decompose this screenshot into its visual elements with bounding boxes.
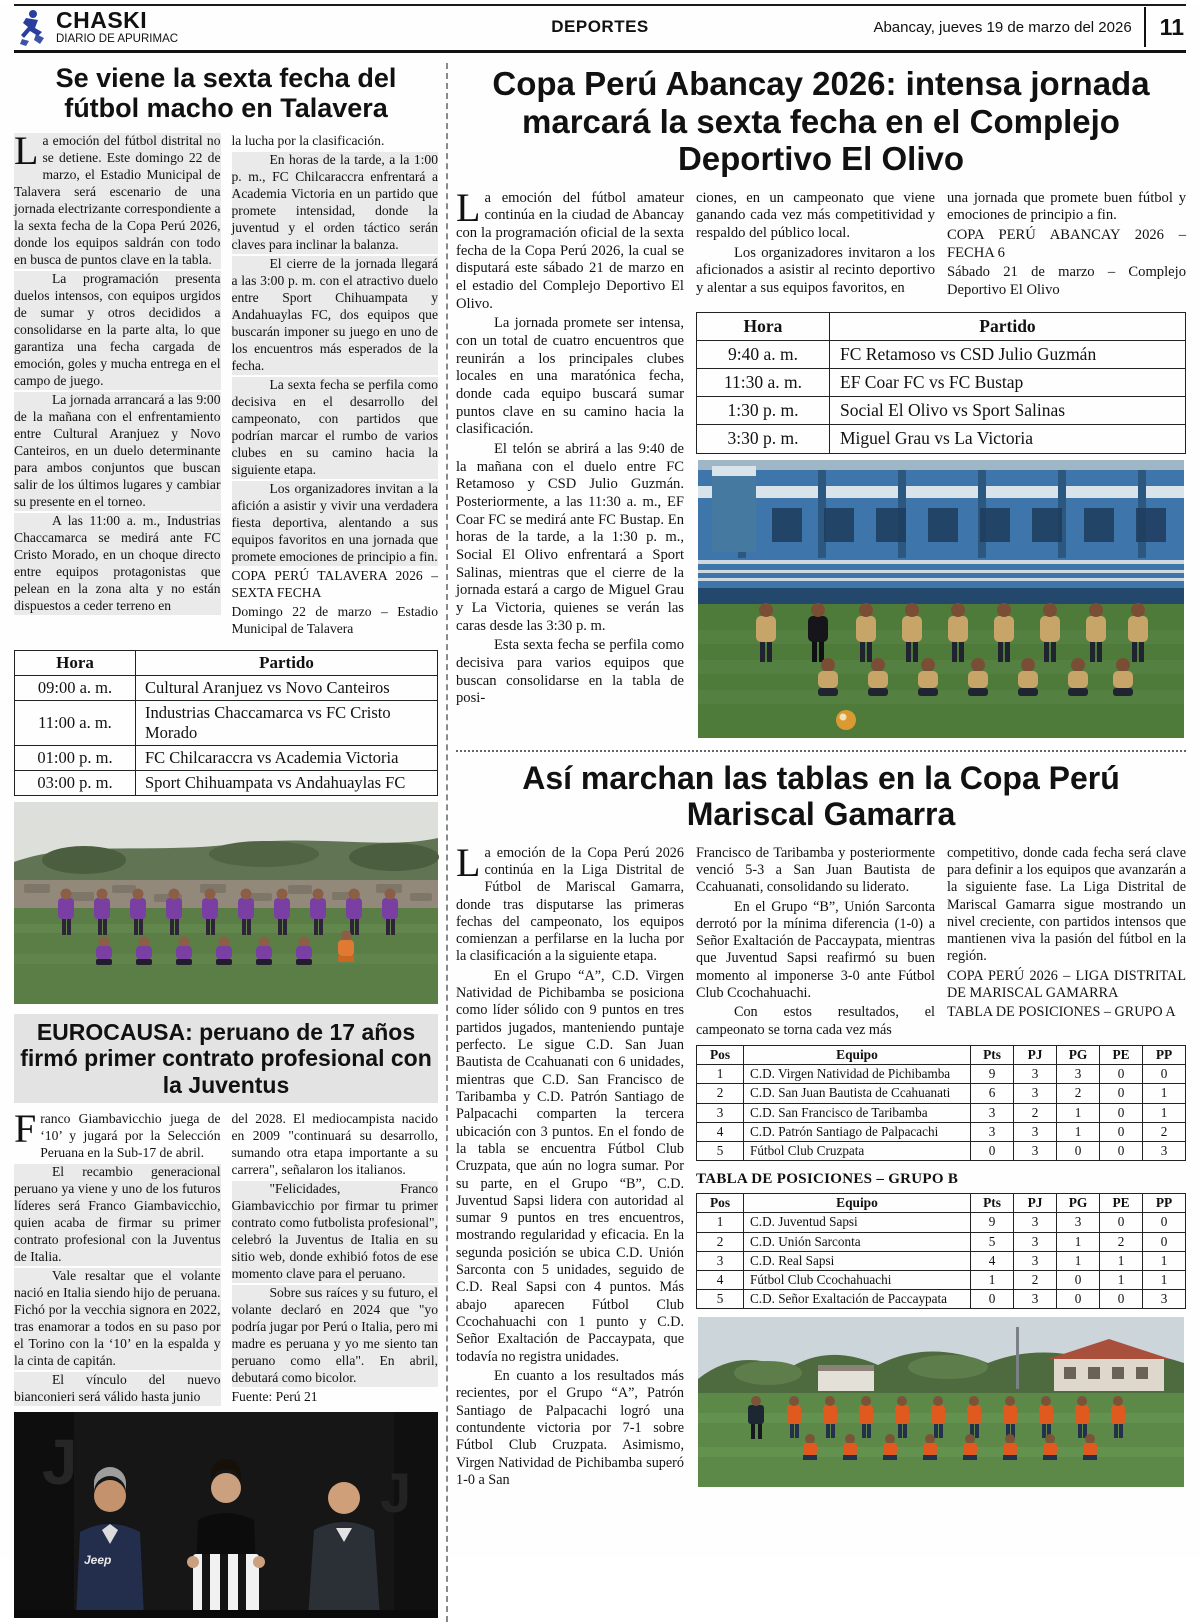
text-column (696, 190, 935, 302)
article-right-area (696, 190, 1186, 742)
article-body (456, 184, 1186, 742)
article-body (456, 839, 1186, 1492)
left-column (14, 63, 438, 1622)
table-row: 4 C.D. Patrón Santiago de Palpacachi 3 3 1 0 2 (697, 1122, 1186, 1141)
drop-cap: F (14, 1106, 37, 1152)
article-paragraph: Los organizadores invitaron a los aficionados a asistir al recinto deportivo y alentar a sus equipos favoritos, en (696, 244, 935, 297)
article-paragraph: El vínculo del nuevo bianconieri será válido hasta junio (14, 1372, 221, 1405)
article-paragraph: Francisco de Taribamba y posteriormente venció 5-3 a San Juan Bautista de Ccahuanati, consolidando su liderato. (696, 844, 935, 896)
standings-table-group-b (696, 1193, 1186, 1309)
column-header: Partido (830, 312, 1186, 340)
column-header: PG (1057, 1046, 1100, 1065)
article-paragraph: competitivo, donde cada fecha será clave para definir a los equipos que avanzarán a la siguiente fase. La Liga Distrital de Mariscal Gamarra sigue mostrando un nivel creciente, con partidos intensos que mantienen viva la pasión del fútbol en la región. (947, 844, 1186, 965)
text-columns (696, 845, 1186, 1041)
column-header: Equipo (744, 1194, 971, 1213)
column-header: PP (1143, 1194, 1186, 1213)
table-header-row (697, 1046, 1186, 1065)
table-row: 3 C.D. San Francisco de Taribamba 3 2 1 0 1 (697, 1103, 1186, 1122)
article-paragraph: A las 11:00 a. m., Industrias Chaccamarca se medirá ante FC Cristo Morado, en un choque directo entre equipos protagonistas que pelean en la zona alta y no están dispuestos a ceder terreno en (14, 513, 221, 614)
text-column (456, 839, 684, 1492)
svg-text:J: J (42, 1426, 78, 1499)
table-row: 1 C.D. Virgen Natividad de Pichibamba 9 3 3 0 0 (697, 1065, 1186, 1084)
text-column (232, 133, 439, 640)
article-paragraph: TABLA DE POSICIONES – GRUPO A (947, 1004, 1176, 1021)
drop-cap: L (456, 184, 481, 230)
newspaper-page (0, 4, 1200, 1568)
table-row: 9:40 a. m. FC Retamoso vs CSD Julio Guzmán (697, 340, 1186, 368)
table-row: 11:30 a. m. EF Coar FC vs FC Bustap (697, 369, 1186, 397)
column-header: PG (1057, 1194, 1100, 1213)
table-row: 01:00 p. m. FC Chilcaraccra vs Academia Victoria (15, 746, 438, 771)
article-paragraph: Domingo 22 de marzo – Estadio Municipal de Talavera (231, 604, 438, 637)
article-body (14, 128, 438, 640)
table-row: 5 Fútbol Club Cruzpata 0 3 0 0 3 (697, 1141, 1186, 1160)
article-paragraph: Esta sexta fecha se perfila como decisiva para varios equipos que buscan consolidarse en la tabla de posi- (456, 637, 684, 707)
brand (16, 8, 178, 46)
right-column (456, 63, 1186, 1622)
talavera-team-photo (14, 802, 438, 1004)
article-paragraph: La programación presenta duelos intensos, con equipos urgidos de sumar y otros decididos a consolidarse en la parte alta, lo que garantiza una fecha cargada de emoción, goles y mucha entrega en el campo de juego. (14, 271, 221, 389)
table-row: 3 C.D. Real Sapsi 4 3 1 1 1 (697, 1251, 1186, 1270)
date-page (873, 7, 1184, 47)
text-column (947, 190, 1186, 302)
brand-subtitle: DIARIO DE APURIMAC (56, 32, 179, 45)
article-paragraph: Sobre sus raíces y su futuro, el volante declaró en 2024 que "yo podría jugar por Perú o Italia, pero mi madre es peruana y yo me siento tan peruano como ella". En abril, debutará como bicolor. (231, 1285, 438, 1386)
article-paragraph: En el Grupo “A”, C.D. Virgen Natividad de Pichibamba se posiciona como líder sólido con 9 puntos en tres partidos jugados, manteniendo puntaje perfecto. Le sigue C.D. San Juan Bautista de Ccahuanati con 6 unidades, mientras que C.D. San Francisco de Taribamba y C.D. Patrón Santiago de Palpacachi comparten la tercera ubicación con 3 puntos. En el fondo de la tabla se encuentra Fútbol Club Cruzpata, que aún no logra sumar. Por su parte, en el Grupo “B”, C.D. Juventud Sapsi lidera con autoridad al sumar 9 puntos en tres encuentros, mostrando regularidad y eficacia. En la segunda posición se ubica C.D. Unión Sarconta con 5 unidades, seguido de C.D. Real Sapsi con 4 puntos. Más abajo aparecen Fútbol Club Ccochahuachi con 1 punto y C.D. Señor Exaltación de Paccaypata, que todavía no registra unidades. (456, 967, 684, 1365)
text-column (947, 845, 1186, 1041)
article-eurocausa (14, 1014, 438, 1618)
article-headline: EUROCAUSA: peruano de 17 años firmó primer contrato profesional con la Juventus (14, 1014, 438, 1103)
table-row: 2 C.D. San Juan Bautista de Ccahuanati 6 3 2 0 1 (697, 1084, 1186, 1103)
article-paragraph: Sábado 21 de marzo – Complejo Deportivo El Olivo (947, 264, 1186, 299)
gamarra-team-photo (696, 1317, 1186, 1487)
table-header-row (697, 312, 1186, 340)
table-row: 1 C.D. Juventud Sapsi 9 3 3 0 0 (697, 1213, 1186, 1232)
article-paragraph: una jornada que promete buen fútbol y emociones de principio a fin. (947, 189, 1186, 224)
article-gamarra (456, 760, 1186, 1492)
horizontal-divider (456, 750, 1186, 752)
text-column (14, 128, 221, 640)
column-header: Hora (15, 651, 136, 676)
article-paragraph: En cuanto a los resultados más recientes, por el Grupo “A”, Patrón Santiago de Palpacachi logró una contundente victoria por 7-1 sobre Fútbol Club Cruzpata. Asimismo, Virgen Natividad de Pichibamba superó 1-0 a San (456, 1367, 684, 1488)
masthead (16, 7, 1184, 47)
schedule-table-abancay (696, 312, 1186, 454)
article-paragraph: ciones, en un campeonato que viene ganando cada vez más competitividad y respaldo del público local. (696, 189, 935, 242)
column-header: PP (1143, 1046, 1186, 1065)
page-number: 11 (1144, 7, 1184, 47)
brand-name: CHASKI (56, 6, 148, 33)
table-row: 2 C.D. Unión Sarconta 5 3 1 2 0 (697, 1232, 1186, 1251)
column-header: Pts (971, 1194, 1014, 1213)
column-header: Pts (971, 1046, 1014, 1065)
table-header-row (697, 1194, 1186, 1213)
page-content (0, 53, 1200, 1622)
article-body (14, 1106, 438, 1408)
article-paragraph: En horas de la tarde, a la 1:00 p. m., FC Chilcaraccra enfrentará a Academia Victoria en un partido que promete intensidad, donde la juventud y el orden táctico serán claves para inclinar la balanza. (231, 152, 438, 253)
drop-cap: L (14, 128, 39, 174)
article-paragraph: Los organizadores invitan a la afición a asistir y vivir una verdadera fiesta deportiva, alentando a sus equipos favoritos en una jornada que promete emociones de principio a fin. (231, 481, 438, 565)
column-header: Pos (697, 1046, 744, 1065)
article-paragraph: La emoción del fútbol amateur continúa en la ciudad de Abancay con la programación oficial de la sexta fecha de la Copa Perú 2026, la cual se disputará este sábado 21 de marzo en el estadio del Complejo Deportivo El Olivo. (456, 184, 684, 312)
table-row: 3:30 p. m. Miguel Grau vs La Victoria (697, 425, 1186, 453)
article-paragraph: COPA PERÚ ABANCAY 2026 – FECHA 6 (947, 227, 1186, 261)
table-row: 5 C.D. Señor Exaltación de Paccaypata 0 3 0 0 3 (697, 1289, 1186, 1308)
table-row: 03:00 p. m. Sport Chihuampata vs Andahuaylas FC (15, 771, 438, 796)
sponsor-text: Jeep (84, 1553, 112, 1568)
article-paragraph: La emoción del fútbol distrital no se detiene. Este domingo 22 de marzo, el Estadio Municipal de Talavera será escenario de una jornada electrizante correspondiente a la sexta fecha de la Copa Perú 2026, donde los equipos saldrán con todo en busca de puntos clave en la tabla. (14, 128, 221, 268)
article-headline: Copa Perú Abancay 2026: intensa jornada marcará la sexta fecha en el Complejo Deportivo El Olivo (492, 65, 1150, 178)
article-paragraph: El recambio generacional peruano ya viene y uno de los futuros líderes será Franco Giambavicchio, quien acaba de firmar su primer contrato profesional con la Juventus de Italia. (14, 1164, 221, 1265)
article-headline: Se viene la sexta fecha del fútbol macho en Talavera (55, 63, 397, 124)
olivo-team-photo (696, 460, 1186, 738)
article-paragraph: En el Grupo “B”, Unión Sarconta derrotó por la mínima diferencia (1-0) a Señor Exaltación de Paccaypata, mientras que Juventud Sapsi reafirmó su buen momento al imponerse 3-0 ante Fútbol Club Ccochahuachi. (696, 898, 935, 1002)
column-header: PE (1100, 1046, 1143, 1065)
article-paragraph: Vale resaltar que el volante nació en Italia siendo hijo de peruana. Fichó por la vecchia signora en 2022, tras enamorar a todos en su paso por el Torino con la ‘10’ en la espalda y la cinta de capitán. (14, 1268, 221, 1369)
article-paragraph: La sexta fecha se perfila como decisiva en el desarrollo del campeonato, con partidos que podrían marcar el rumbo de varios clubes en su camino hacia la siguiente etapa. (231, 377, 438, 478)
section-title: DEPORTES (551, 17, 649, 36)
juventus-signing-photo (14, 1412, 438, 1618)
article-paragraph: Con estos resultados, el campeonato se torna cada vez más (696, 1004, 935, 1038)
top-rule (14, 4, 1186, 6)
drop-cap: L (456, 839, 481, 885)
text-column (232, 1111, 439, 1408)
article-paragraph: Franco Giambavicchio juega de ‘10’ y jugará por la Selección Peruana en la Sub-17 de abril. (14, 1106, 221, 1161)
article-paragraph: La jornada arrancará a las 9:00 de la mañana con el enfrentamiento entre Cultural Aranjuez y Novo Canteiros, en un duelo determinante para ambos conjuntos que buscan salir de los últimos lugares y cambiar su presente en el torneo. (14, 392, 221, 510)
column-header: Hora (697, 312, 830, 340)
vertical-divider (446, 63, 448, 1622)
column-header: Pos (697, 1194, 744, 1213)
column-header: Equipo (744, 1046, 971, 1065)
article-right-area (696, 845, 1186, 1492)
column-header: PJ (1014, 1194, 1057, 1213)
table-row: 11:00 a. m. Industrias Chaccamarca vs FC Cristo Morado (15, 701, 438, 746)
column-header: PE (1100, 1194, 1143, 1213)
article-paragraph: la lucha por la clasificación. (231, 133, 385, 149)
article-paragraph: COPA PERÚ TALAVERA 2026 – SEXTA FECHA (231, 568, 438, 601)
text-column (14, 1106, 221, 1408)
soccer-ball (836, 710, 856, 730)
issue-date: Abancay, jueves 19 de marzo del 2026 (873, 18, 1132, 36)
table-header-row (15, 651, 438, 676)
article-abancay (456, 65, 1186, 742)
group-b-heading: TABLA DE POSICIONES – GRUPO B (696, 1170, 959, 1187)
column-header: PJ (1014, 1046, 1057, 1065)
svg-text:J: J (380, 1461, 412, 1525)
article-paragraph: del 2028. El mediocampista nacido en 2009 "continuará su desarrollo, sumando otra etapa importante a su carrera", señalaron los italianos. (231, 1111, 438, 1178)
schedule-table-talavera (14, 650, 438, 796)
table-row: 4 Fútbol Club Ccochahuachi 1 2 0 1 1 (697, 1270, 1186, 1289)
article-paragraph: El telón se abrirá a las 9:40 de la mañana con el duelo entre FC Retamoso y CSD Julio Guzmán. Posteriormente, a las 11:30 a. m., EF Coar FC se medirá ante FC Bustap. En horas de la tarde, a la 1:30 p. m., Social El Olivo enfrentará a Sport Salinas, mientras que el cierre de la jornada estará a cargo de Miguel Grau y La Victoria, quienes se verán las caras desde las 3:30 p. m. (456, 441, 684, 634)
article-talavera (14, 63, 438, 1004)
column-header: Partido (136, 651, 438, 676)
table-row: 1:30 p. m. Social El Olivo vs Sport Salinas (697, 397, 1186, 425)
text-columns (696, 190, 1186, 302)
article-paragraph: El cierre de la jornada llegará a las 3:00 p. m. con el atractivo duelo entre Sport Chihuampata y Andahuaylas FC, dos equipos que buscarán imponer su juego en uno de los encuentros más esperados de la fecha. (231, 256, 438, 374)
article-headline: Así marchan las tablas en la Copa Perú Mariscal Gamarra (522, 759, 1120, 833)
standings-table-group-a (696, 1045, 1186, 1161)
article-paragraph: La emoción de la Copa Perú 2026 continúa en la Liga Distrital de Fútbol de Mariscal Gamarra, donde tras disputarse las primeras fechas del campeonato, los equipos comienzan a perfilarse en la lucha por la clasificación a la siguiente etapa. (456, 839, 684, 965)
article-paragraph: COPA PERÚ 2026 – LIGA DISTRITAL DE MARISCAL GAMARRA (947, 967, 1186, 1002)
article-paragraph: La jornada promete ser intensa, con un total de cuatro encuentros que reunirán a los principales clubes locales en una maratónica fecha, donde cada equipo buscará sumar puntos clave en su camino hacia la clasificación. (456, 315, 684, 438)
text-column (696, 845, 935, 1041)
article-paragraph: "Felicidades, Franco Giambavicchio por firmar tu primer contrato como futbolista profesional", celebró la Juventus de Italia en su sitio web, donde exhibió fotos de ese momento clave para el peruano. (231, 1181, 438, 1282)
table-row: 09:00 a. m. Cultural Aranjuez vs Novo Canteiros (15, 676, 438, 701)
brand-text (56, 6, 179, 46)
article-paragraph: Fuente: Perú 21 (231, 1389, 318, 1405)
chaski-runner-icon (16, 8, 50, 46)
text-column (456, 184, 684, 742)
